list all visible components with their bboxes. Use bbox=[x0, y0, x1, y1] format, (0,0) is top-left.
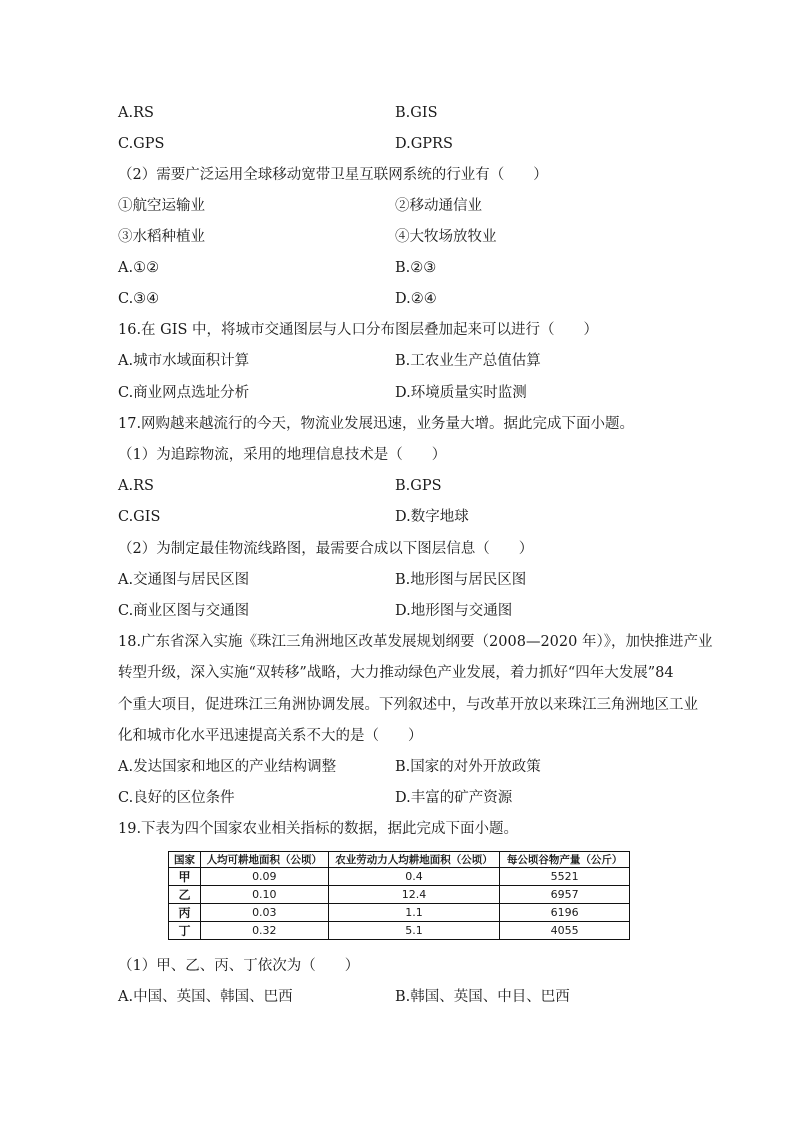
question-stem-line: 18.广东省深入实施《珠江三角洲地区改革发展规划纲要（2008—2020 年）》，加快推进产业 bbox=[118, 634, 713, 650]
table-cell: 6957 bbox=[500, 886, 630, 904]
table-cell: 0.10 bbox=[200, 886, 328, 904]
table-header-cell: 农业劳动力人均耕地面积（公顷） bbox=[328, 852, 500, 868]
option-d: D.GPRS bbox=[395, 136, 453, 152]
table-cell: 0.32 bbox=[200, 922, 328, 940]
option-b: B.国家的对外开放政策 bbox=[395, 759, 541, 775]
choice-item: ③水稻种植业 bbox=[118, 229, 205, 245]
option-b: B.工农业生产总值估算 bbox=[395, 353, 541, 369]
table-cell: 12.4 bbox=[328, 886, 500, 904]
choice-item: ④大牧场放牧业 bbox=[395, 229, 497, 245]
option-d: D.环境质量实时监测 bbox=[395, 385, 527, 401]
option-c: C.GPS bbox=[118, 136, 165, 152]
option-b: B.GPS bbox=[395, 478, 442, 494]
question-stem: （2）为制定最佳物流线路图，最需要合成以下图层信息（ ） bbox=[118, 541, 534, 557]
table-cell: 0.03 bbox=[200, 904, 328, 922]
option-b: B.韩国、英国、中目、巴西 bbox=[395, 989, 570, 1005]
table-header-cell: 每公顷谷物产量（公斤） bbox=[500, 852, 630, 868]
table-cell: 0.09 bbox=[200, 868, 328, 886]
option-b: B.GIS bbox=[395, 105, 438, 121]
table-cell: 4055 bbox=[500, 922, 630, 940]
option-c: C.GIS bbox=[118, 509, 161, 525]
option-d: D.地形图与交通图 bbox=[395, 603, 513, 619]
table-cell: 丙 bbox=[169, 904, 201, 922]
option-c: C.③④ bbox=[118, 291, 160, 307]
table-header-cell: 人均可耕地面积（公顷） bbox=[200, 852, 328, 868]
option-c: C.商业网点选址分析 bbox=[118, 385, 250, 401]
option-a: A.①② bbox=[118, 260, 160, 276]
table-header-cell: 国家 bbox=[169, 852, 201, 868]
agriculture-data-table bbox=[168, 851, 630, 940]
option-c: C.良好的区位条件 bbox=[118, 790, 235, 806]
table-row bbox=[169, 922, 630, 940]
option-a: A.交通图与居民区图 bbox=[118, 572, 250, 588]
question-stem-line: 化和城市化水平迅速提高关系不大的是（ ） bbox=[118, 728, 423, 744]
table-cell: 6196 bbox=[500, 904, 630, 922]
choice-item: ①航空运输业 bbox=[118, 198, 205, 214]
choice-item: ②移动通信业 bbox=[395, 198, 482, 214]
option-d: D.丰富的矿产资源 bbox=[395, 790, 513, 806]
question-stem: 16.在 GIS 中，将城市交通图层与人口分布图层叠加起来可以进行（ ） bbox=[118, 322, 599, 338]
question-stem-line: 转型升级，深入实施“双转移”战略，大力推动绿色产业发展，着力抓好“四年大发展”84 bbox=[118, 665, 674, 681]
table-row bbox=[169, 904, 630, 922]
question-stem: 19.下表为四个国家农业相关指标的数据，据此完成下面小题。 bbox=[118, 821, 519, 837]
question-stem: （1）甲、乙、丙、丁依次为（ ） bbox=[118, 958, 360, 974]
question-stem: （1）为追踪物流，采用的地理信息技术是（ ） bbox=[118, 447, 447, 463]
table-cell: 乙 bbox=[169, 886, 201, 904]
option-b: B.②③ bbox=[395, 260, 437, 276]
question-stem: （2）需要广泛运用全球移动宽带卫星互联网系统的行业有（ ） bbox=[118, 167, 548, 183]
option-d: D.数字地球 bbox=[395, 509, 469, 525]
option-a: A.RS bbox=[118, 105, 154, 121]
option-b: B.地形图与居民区图 bbox=[395, 572, 527, 588]
table-cell: 0.4 bbox=[328, 868, 500, 886]
table-row bbox=[169, 886, 630, 904]
table-cell: 5.1 bbox=[328, 922, 500, 940]
table-header-row bbox=[169, 852, 630, 868]
option-c: C.商业区图与交通图 bbox=[118, 603, 250, 619]
table-cell: 丁 bbox=[169, 922, 201, 940]
table-cell: 1.1 bbox=[328, 904, 500, 922]
table-cell: 5521 bbox=[500, 868, 630, 886]
question-stem-line: 个重大项目，促进珠江三角洲协调发展。下列叙述中，与改革开放以来珠江三角洲地区工业 bbox=[118, 697, 698, 713]
option-a: A.RS bbox=[118, 478, 154, 494]
option-a: A.中国、英国、韩国、巴西 bbox=[118, 989, 293, 1005]
question-stem: 17.网购越来越流行的今天，物流业发展迅速，业务量大增。据此完成下面小题。 bbox=[118, 416, 635, 432]
table-cell: 甲 bbox=[169, 868, 201, 886]
table-row bbox=[169, 868, 630, 886]
option-a: A.城市水域面积计算 bbox=[118, 353, 250, 369]
option-a: A.发达国家和地区的产业结构调整 bbox=[118, 759, 337, 775]
option-d: D.②④ bbox=[395, 291, 437, 307]
